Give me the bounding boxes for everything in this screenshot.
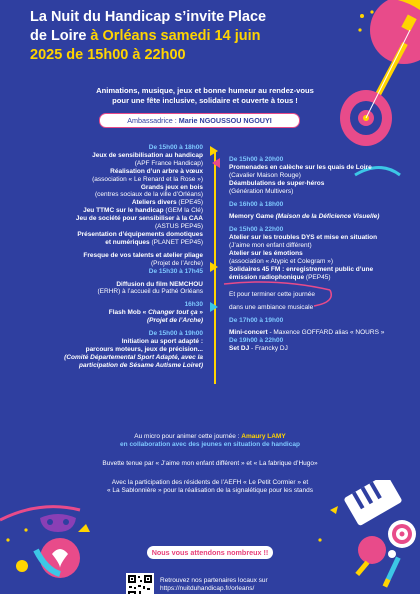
activity-org: (centres sociaux de la ville d’Orléans)	[94, 191, 203, 199]
activity-title: Présentation d’équipements domotiques	[77, 230, 203, 238]
title-place: de Loire	[30, 28, 87, 44]
activity-org: (GEM la Clé)	[163, 207, 203, 215]
footer-line	[60, 433, 360, 441]
left-program	[10, 144, 203, 370]
song-title: Changer tout ça	[148, 309, 198, 317]
intro-line-1: Animations, musique, jeux et bonne humeur au rendez-vous	[96, 86, 314, 95]
time-label: De 15h00 à 20h00	[229, 156, 284, 163]
title-line-1: La Nuit du Handicap s’invite Place	[30, 9, 267, 25]
partners-link[interactable]: https://nuitduhandicap.fr/orleans/	[160, 585, 255, 592]
activity-title: Flash Mob «	[108, 309, 149, 317]
timeline-marker-2	[212, 158, 220, 168]
partners-text	[160, 577, 320, 593]
paintbrush-icon	[383, 556, 401, 587]
activity-org: (ERHR) à l’accueil du Pathé Orléans	[97, 288, 203, 296]
activity-line	[10, 239, 203, 247]
ball-icon	[388, 550, 396, 558]
activity-org: (J’aime mon enfant différent)	[229, 242, 312, 250]
timeline-marker-4	[210, 302, 218, 312]
activity-title: Atelier sur les troubles DYS et mise en situation	[229, 234, 378, 242]
activity-line	[10, 309, 203, 317]
activity-org: - Maxence GOFFARD alias « NOURS »	[267, 329, 385, 337]
music-intro: Et pour terminer cette journée	[229, 290, 315, 298]
right-program	[229, 156, 409, 353]
activity-title: Réalisation d’un arbre à vœux	[110, 167, 203, 175]
mask-icon	[40, 514, 76, 532]
time-label: De 16h00 à 18h00	[229, 200, 284, 208]
time-label: De 15h30 à 17h45	[148, 267, 203, 275]
activity-title: Mini-concert	[229, 329, 268, 337]
intro-text	[40, 86, 370, 105]
bottom-left-decorations	[0, 480, 120, 580]
qr-code-icon[interactable]	[126, 573, 154, 594]
activity-org: (association « Atypic et Colegram »)	[229, 257, 334, 265]
ambassador-name: Marie NGOUSSOU NGOUYI	[178, 116, 272, 125]
activity-org: (Cavalier Maison Rouge)	[229, 171, 301, 179]
time-label: 16h30	[184, 301, 203, 309]
participation-text: Avec la participation des résidents de l’AEFH « Le Petit Cormier » et	[111, 479, 309, 486]
host-label: Au micro pour animer cette journée :	[134, 433, 242, 440]
hands-heart-icon	[36, 538, 80, 578]
host-name: Amaury LAMY	[241, 433, 286, 440]
activity-title: Promenades en calèche sur les quais de Loire	[229, 163, 372, 171]
cta-pill: Nous vous attendons nombreux !!	[147, 546, 273, 559]
activity-org: (Projet de l’Arche)	[147, 317, 203, 325]
activity-title: parcours moteurs, jeux de précision...	[85, 345, 203, 353]
paddle-icon	[355, 536, 386, 576]
activity-title: Déambulations de super-héros	[229, 179, 325, 187]
timeline-marker-3	[210, 262, 218, 272]
activity-title: Atelier sur les émotions	[229, 250, 303, 258]
activity-line	[10, 207, 203, 215]
activity-title: Ateliers divers	[131, 199, 177, 207]
title-date: à Orléans samedi 14 juin	[86, 28, 261, 44]
activity-org: (Génération Multivers)	[229, 187, 294, 195]
activity-org: participation de Sésame Autisme Loiret)	[78, 361, 203, 369]
activity-title: »	[197, 309, 203, 317]
piano-keys-icon	[343, 480, 402, 526]
music-intro: dans une ambiance musicale	[229, 303, 314, 311]
activity-org: (PEP45)	[304, 273, 331, 281]
partners-label: Retrouvez nos partenaires locaux sur	[160, 577, 268, 584]
activity-line	[229, 329, 409, 337]
activity-title: et numériques	[105, 238, 150, 246]
time-label: De 19h00 à 22h00	[229, 337, 284, 345]
ambassador-label: Ambassadrice :	[127, 116, 179, 125]
activity-title: Fresque de vos talents et atelier pliage	[83, 251, 203, 259]
activity-title: Jeu TTMC sur le handicap	[83, 207, 164, 215]
pink-circle-decoration	[370, 0, 420, 64]
activity-title: Solidaires 45 FM : enregistrement public d’une	[229, 265, 374, 273]
activity-title: Memory Game	[229, 213, 276, 221]
activity-title: Initiation au sport adapté :	[121, 337, 203, 345]
bar-info: Buvette tenue par « J’aime mon enfant différent » et « La fabrique d’Hugo»	[102, 460, 318, 467]
activity-org: (EPE45)	[176, 199, 203, 207]
activity-org: (ASTUS PEP45)	[154, 223, 203, 231]
time-label: De 15h00 à 22h00	[229, 226, 284, 234]
participation-text: « La Sablonnière » pour la réalisation de la signalétique pour les stands	[107, 487, 313, 494]
time-label: De 17h00 à 19h00	[229, 316, 284, 324]
activity-line	[229, 213, 409, 221]
activity-line	[10, 199, 203, 207]
activity-org: (Comité Départemental Sport Adapté, avec la	[64, 353, 203, 361]
activity-title: Set DJ	[229, 345, 250, 353]
activity-org: (association « Le Renard et la Rose »)	[92, 175, 203, 183]
timeline-marker-1	[210, 146, 218, 156]
title-line-3: 2025 de 15h00 à 22h00	[30, 47, 186, 63]
activity-title: Diffusion du film NEMCHOU	[116, 280, 203, 288]
ambassador-box	[99, 113, 300, 128]
activity-org: (APF France Handicap)	[134, 159, 203, 167]
activity-org: - Francky DJ	[249, 345, 288, 353]
intro-line-2: pour une fête inclusive, solidaire et ouverte à tous !	[112, 95, 298, 105]
activity-org: (Projet de l’Arche)	[150, 259, 203, 267]
activity-title: émission radiophonique	[229, 273, 305, 281]
pink-swoosh-decoration	[218, 280, 338, 314]
activity-line	[229, 345, 409, 353]
time-label: De 15h00 à 18h00	[148, 144, 203, 151]
activity-org: (PLANET PEP45)	[149, 238, 203, 246]
target-icon	[388, 520, 416, 548]
activity-title: Grands jeux en bois	[140, 183, 203, 191]
collaboration-text: en collaboration avec des jeunes en situation de handicap	[120, 441, 300, 448]
activity-org: (Maison de la Déficience Visuelle)	[275, 213, 380, 221]
activity-title: Jeu de société pour sensibiliser à la CAA	[75, 215, 203, 223]
time-label: De 15h00 à 19h00	[148, 330, 203, 338]
activity-title: Jeux de sensibilisation au handicap	[92, 151, 203, 159]
